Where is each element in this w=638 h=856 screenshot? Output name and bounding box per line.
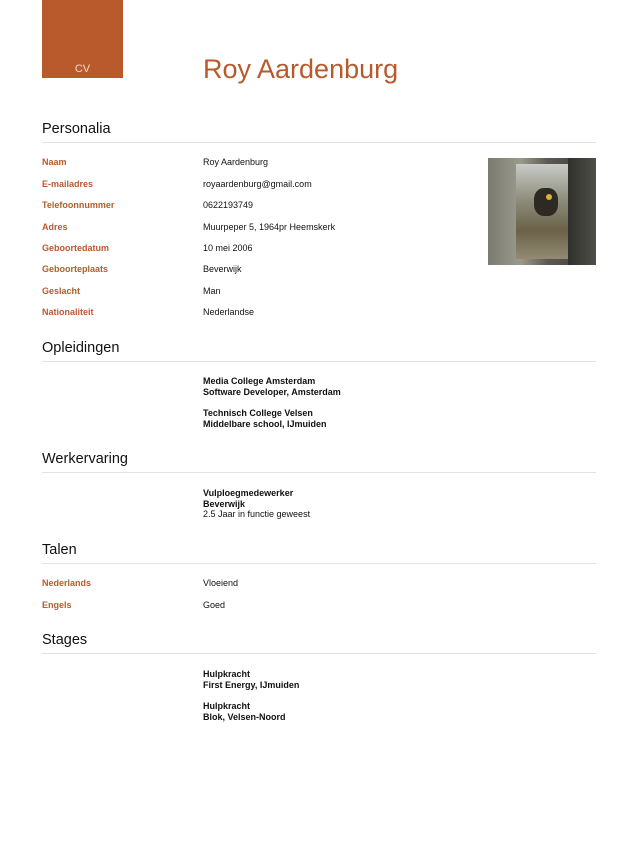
job-duration: 2.5 Jaar in functie geweest	[203, 509, 311, 520]
list-item	[203, 408, 327, 429]
internship-company: Blok, Velsen-Noord	[203, 711, 286, 722]
info-value: 0622193749	[203, 200, 254, 210]
section-title-stages: Stages	[42, 632, 596, 654]
language-level: Goed	[203, 600, 226, 610]
info-value: Nederlandse	[203, 307, 255, 317]
section-talen	[42, 542, 596, 610]
education-name: Technisch College Velsen	[203, 408, 313, 418]
info-value: Roy Aardenburg	[203, 157, 269, 167]
education-detail: Middelbare school, IJmuiden	[203, 418, 327, 429]
section-title-werkervaring: Werkervaring	[42, 451, 596, 473]
job-location: Beverwijk	[203, 498, 246, 509]
internship-role: Hulpkracht	[203, 669, 251, 679]
info-label: Telefoonnummer	[42, 200, 115, 210]
language-label: Engels	[42, 600, 72, 610]
section-title-talen: Talen	[42, 542, 596, 564]
list-item	[203, 701, 286, 722]
education-name: Media College Amsterdam	[203, 376, 316, 386]
section-stages	[42, 632, 596, 722]
info-label: Geboortedatum	[42, 243, 110, 253]
language-label: Nederlands	[42, 578, 92, 588]
list-item	[203, 376, 341, 397]
language-level: Vloeiend	[203, 578, 239, 588]
info-label: Geboorteplaats	[42, 264, 109, 274]
profile-photo	[488, 158, 596, 265]
education-detail: Software Developer, Amsterdam	[203, 386, 341, 397]
page-title: Roy Aardenburg	[203, 54, 399, 84]
section-title-personalia: Personalia	[42, 121, 596, 143]
info-value: 10 mei 2006	[203, 243, 253, 253]
info-value: Beverwijk	[203, 264, 242, 274]
info-label: Adres	[42, 222, 68, 232]
list-item	[203, 488, 310, 520]
info-value: royaardenburg@gmail.com	[203, 179, 312, 189]
info-label: E-mailadres	[42, 179, 94, 189]
section-title-opleidingen: Opleidingen	[42, 340, 596, 362]
info-label: Geslacht	[42, 286, 81, 296]
info-label: Naam	[42, 157, 67, 167]
cv-badge	[42, 0, 123, 78]
info-value: Muurpeper 5, 1964pr Heemskerk	[203, 222, 336, 232]
internship-role: Hulpkracht	[203, 701, 251, 711]
info-value: Man	[203, 286, 221, 296]
section-personalia	[42, 121, 596, 317]
cv-badge-label: CV	[74, 63, 91, 75]
info-label: Nationaliteit	[42, 307, 94, 317]
list-item	[203, 669, 299, 690]
job-title: Vulploegmedewerker	[203, 488, 294, 498]
section-opleidingen	[42, 340, 596, 429]
section-werkervaring	[42, 451, 596, 520]
internship-company: First Energy, IJmuiden	[203, 679, 300, 690]
